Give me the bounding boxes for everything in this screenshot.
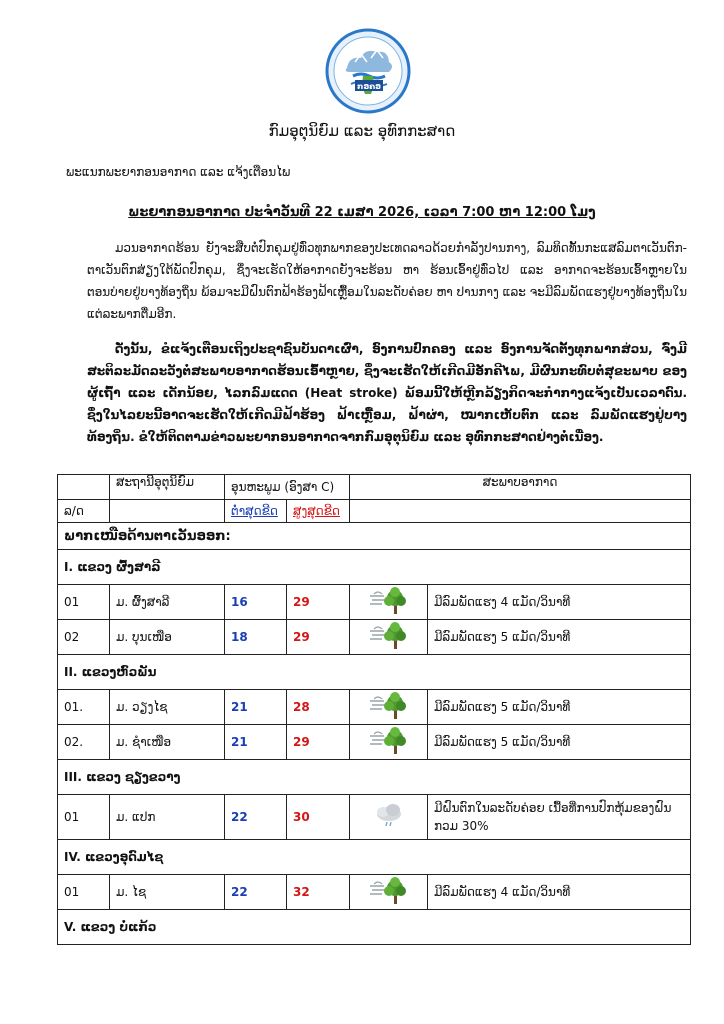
division-name: ພະແນກພະຍາກອນອາກາດ ແລະ ແຈ້ງເຕືອນໄພ bbox=[66, 165, 291, 179]
province-header: II. ແຂວງຫົວພັນ bbox=[58, 655, 691, 690]
max-temp: 28 bbox=[287, 690, 350, 725]
station-name: ມ. ບຸນເໜືອ bbox=[110, 620, 225, 655]
header-weather: ສະພາບອາກາດ bbox=[350, 475, 691, 500]
warning-paragraph-2: ດັ່ງນັ້ນ, ຂໍແຈ້ງເຕືອນເຖິງປະຊາຊົນບັນດາເຜົ່າ, ອົງການປົກຄອງ ແລະ ອົງການຈັດຕັ້ງທຸກພາກສ່ວນ, ຈົ່ງມີສະຕິລະມັດລະວັງຕໍ່ສະພາບອາກາດຮ້ອນເອົ້າຫຼາຍ, ຊຶ່ງຈະເຮັດໃຫ້ເກີດມີອັກຄີໄພ, ມີຜົນກະທົບຕໍ່ສຸຂະພາບ ຂອງຜູ້ເຖົ້າ ແລະ ເດັກນ້ອຍ, ໄລກລົມແດດ (Heat stroke) ພ້ອມນີ້ໃຫ້ຫຼີກລ້ຽງກິດຈະກຳກາງແຈ້ງເປັນເວລາດົນ. ຊຶ່ງໃນໄລຍະນີ້ອາດຈະເຮັດໃຫ້ເກີດມີຟ້າຮ້ອງ ຟ້າເຫຼື້ອມ, ຟ້າຜ່າ, ໝາກເຫັບຕົກ ແລະ ລົມພັດແຮງຢູ່ບາງທ້ອງຖິ່ນ. ຂໍໃຫ້ຕິດຕາມຂ່າວພະຍາກອນອາກາດຈາກກົມອຸຕຸນິຍົມ ແລະ ອຸທົກກະສາດຢ່າງຕໍ່ເນື່ອງ. bbox=[87, 342, 687, 444]
row-number: 01 bbox=[58, 795, 110, 840]
logo-text: ກອຄອ bbox=[357, 82, 381, 91]
weather-description: ມີລົມພັດແຮງ 4 ແມັດ/ວິນາທີ bbox=[428, 585, 691, 620]
forecast-paragraph-1: ມວນອາກາດຮ້ອນ ຍັງຈະສືບຕໍ່ປົກຄຸມຢູ່ທົ່ວທຸກພາກຂອງປະເທດລາວດ້ວຍກຳລັງປານກາງ, ລົມທິດທັ້ນກະແສລົມຕາເວັນຕົກ-ຕາເວັນຕົກສ່ຽງໃຕ້ພັດປົກຄຸມ, ຊຶ່ງຈະເຮັດໃຫ້ອາກາດຍັງຈະຮ້ອນ ຫາ ຮ້ອນເອົ້າຢູ່ທົ່ວໄປ ແລະ ອາກາດຈະຮ້ອນເອົ້າຫຼາຍໃນຕອນບ່າຍຢູ່ບາງທ້ອງຖິ່ນ ພ້ອມຈະມີຝົນຕົກຟ້າຮ້ອງຟ້າເຫຼື້ອມໃນລະດັບຄ່ອຍ ຫາ ປານກາງ ແລະ ຈະມີລົມພັດແຮງຢູ່ບາງທ້ອງຖິ່ນໃນແຕ່ລະພາກຕື່ມອີກ. bbox=[87, 241, 687, 321]
max-temp: 29 bbox=[287, 620, 350, 655]
table-row bbox=[58, 725, 691, 760]
max-temp: 29 bbox=[287, 585, 350, 620]
min-temp: 21 bbox=[225, 690, 287, 725]
department-logo bbox=[325, 28, 411, 114]
station-name: ມ. ຜົ້ງສາລີ bbox=[110, 585, 225, 620]
weather-description: ມີຝົນຕົກໃນລະດັບຄ່ອຍ ເນື້ອທີ່ການປົກຫຸ້ມຂອງຝົນ ກວມ 30% bbox=[428, 795, 691, 840]
forecast-table bbox=[57, 474, 691, 945]
header-no: ລ/ດ bbox=[58, 500, 110, 523]
station-name: ມ. ວຽງໄຊ bbox=[110, 690, 225, 725]
min-temp: 18 bbox=[225, 620, 287, 655]
row-number: 01 bbox=[58, 585, 110, 620]
min-temp: 22 bbox=[225, 795, 287, 840]
station-name: ມ. ແປກ bbox=[110, 795, 225, 840]
table-row bbox=[58, 620, 691, 655]
province-header: IV. ແຂວງອຸດົມໄຊ bbox=[58, 840, 691, 875]
header-station-blank bbox=[110, 500, 225, 523]
weather-description: ມີລົມພັດແຮງ 5 ແມັດ/ວິນາທີ bbox=[428, 620, 691, 655]
min-temp: 16 bbox=[225, 585, 287, 620]
forecast-title: ພະຍາກອນອາກາດ ປະຈຳວັນທີ 22 ເມສາ 2026, ເວລາ 7:00 ຫາ 12:00 ໂມງ bbox=[128, 205, 596, 220]
wind-tree-icon bbox=[350, 585, 428, 620]
row-number: 02. bbox=[58, 725, 110, 760]
table-row bbox=[58, 875, 691, 910]
header-max-temp: ສູງສຸດຂີດ bbox=[287, 500, 350, 523]
row-number: 01 bbox=[58, 875, 110, 910]
header-station: ສະຖານີອຸຕຸນິຍົມ bbox=[110, 475, 225, 500]
province-header: I. ແຂວງ ຜົ້ງສາລີ bbox=[58, 550, 691, 585]
weather-description: ມີລົມພັດແຮງ 4 ແມັດ/ວິນາທີ bbox=[428, 875, 691, 910]
department-name: ກົມອຸຕຸນິຍົມ ແລະ ອຸທົກກະສາດ bbox=[268, 122, 456, 140]
weather-description: ມີລົມພັດແຮງ 5 ແມັດ/ວິນາທີ bbox=[428, 725, 691, 760]
wind-tree-icon bbox=[350, 690, 428, 725]
region-header: ພາກເໜືອດ້ານຕາເວັນອອກ: bbox=[58, 523, 691, 550]
province-header: V. ແຂວງ ບໍ່ແກ້ວ bbox=[58, 910, 691, 945]
table-row bbox=[58, 690, 691, 725]
station-name: ມ. ໄຊ bbox=[110, 875, 225, 910]
weather-description: ມີລົມພັດແຮງ 5 ແມັດ/ວິນາທີ bbox=[428, 690, 691, 725]
rain-cloud-icon bbox=[350, 795, 428, 840]
station-name: ມ. ຊຳເໜືອ bbox=[110, 725, 225, 760]
header-temperature: ອຸນຫະພູມ (ອົງສາ C) bbox=[225, 475, 350, 500]
header-min-temp: ຕ່ຳສຸດຂີດ bbox=[225, 500, 287, 523]
row-number: 01. bbox=[58, 690, 110, 725]
max-temp: 29 bbox=[287, 725, 350, 760]
wind-tree-icon bbox=[350, 875, 428, 910]
wind-tree-icon bbox=[350, 725, 428, 760]
header-no-top bbox=[58, 475, 110, 500]
wind-tree-icon bbox=[350, 620, 428, 655]
table-row bbox=[58, 795, 691, 840]
header-weather-blank bbox=[350, 500, 691, 523]
row-number: 02 bbox=[58, 620, 110, 655]
min-temp: 22 bbox=[225, 875, 287, 910]
table-row bbox=[58, 585, 691, 620]
max-temp: 30 bbox=[287, 795, 350, 840]
max-temp: 32 bbox=[287, 875, 350, 910]
min-temp: 21 bbox=[225, 725, 287, 760]
province-header: III. ແຂວງ ຊຽງຂວາງ bbox=[58, 760, 691, 795]
